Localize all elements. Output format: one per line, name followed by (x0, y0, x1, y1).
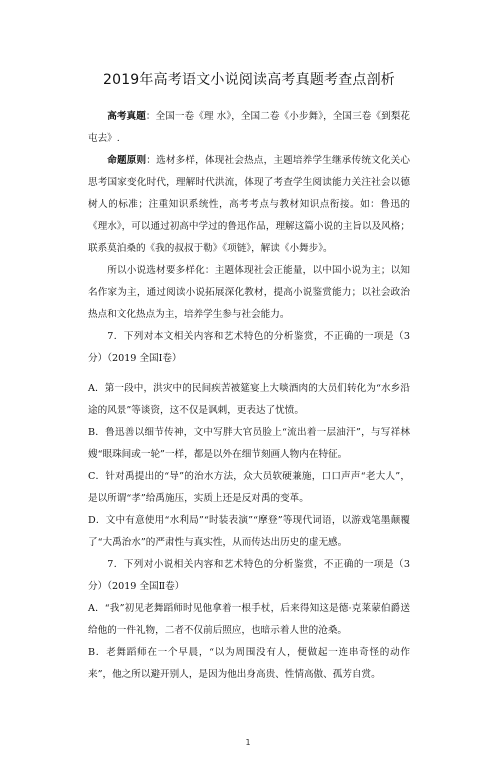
section-gap (88, 370, 410, 378)
question-1-option-d: D．文中有意使用“水利局”“时装表演”“摩登”等现代词语，以游戏笔墨颠覆了“大禹治水”的严肃性与真实性，从而传达出历史的虚无感。 (88, 515, 410, 548)
question-2-option-a: A．“我”初见老舞蹈师时见他拿着一根手杖，后来得知这是德·克莱蒙伯爵送给他的一件礼物，二者不仅前后照应，也暗示着人世的沧桑。 (88, 603, 410, 636)
question-2-option-b: B．老舞蹈师在一个早晨，“以为周围没有人，便做起一连串奇怪的动作来”，他之所以避开别人，是因为他出身高贵、性情高傲、孤芳自赏。 (88, 647, 410, 680)
question-1-option-a: A．第一段中，洪灾中的民间疾苦被筵宴上大啖酒肉的大员们转化为“水乡沿途的风景”等谈资，这不仅是讽刺，更表达了忧愤。 (88, 383, 410, 416)
document-title: 2019年高考语文小说阅读高考真题考查点剖析 (102, 72, 396, 88)
exam-label: 高考真题 (107, 111, 146, 122)
question-1-option-c: C．针对禹提出的“导”的治水方法，众大员软硬兼施，口口声声“老大人”，是以所谓“孝”给禹施压，实质上还是反对禹的变革。 (88, 471, 410, 504)
principle-text: ：选材多样，体现社会热点，主题培养学生继承传统文化关心思考国家变化时代，理解时代洪流，体现了考查学生阅读能力关注社会以德树人的标准；注重知识系统性，高考考点与教材知识点衔接。如：鲁迅的《理水》，可以通过初高中学过的鲁迅作品，理解这篇小说的主旨以及风格；联系莫泊桑的《我的叔叔于勒》《项链》，解读《小舞步》。 (88, 155, 411, 254)
page-number: 1 (245, 738, 251, 747)
question-1-stem: 7．下列对本文相关内容和艺术特色的分析鉴赏，不正确的一项是（3 分）（2019 全国Ⅰ卷） (88, 331, 410, 364)
question-2-stem: 7．下列对小说相关内容和艺术特色的分析鉴赏，不正确的一项是（3 分）（2019 全国Ⅱ卷） (88, 559, 410, 592)
exam-text: ：全国一卷《理 水》，全国二卷《小步舞》，全国三卷《到梨花屯去》. (88, 111, 410, 144)
document-page (0, 70, 496, 772)
exam-paragraph (88, 106, 410, 150)
principle-paragraph (88, 150, 410, 260)
document-body (88, 106, 410, 686)
selection-paragraph: 所以小说选材要多样化：主题体现社会正能量，以中国小说为主；以知名作家为主，通过阅读小说拓展深化教材，提高小说鉴赏能力；以社会政治热点和文化热点为主，培养学生参与社会能力。 (88, 265, 410, 320)
principle-label: 命题原则 (107, 155, 147, 166)
question-1-option-b: B．鲁迅善以细节传神，文中写胖大官员脸上“流出着一层油汗”，与写祥林嫂“眼珠间或一轮”一样，都是以外在细节刻画人物内在特征。 (88, 427, 410, 460)
